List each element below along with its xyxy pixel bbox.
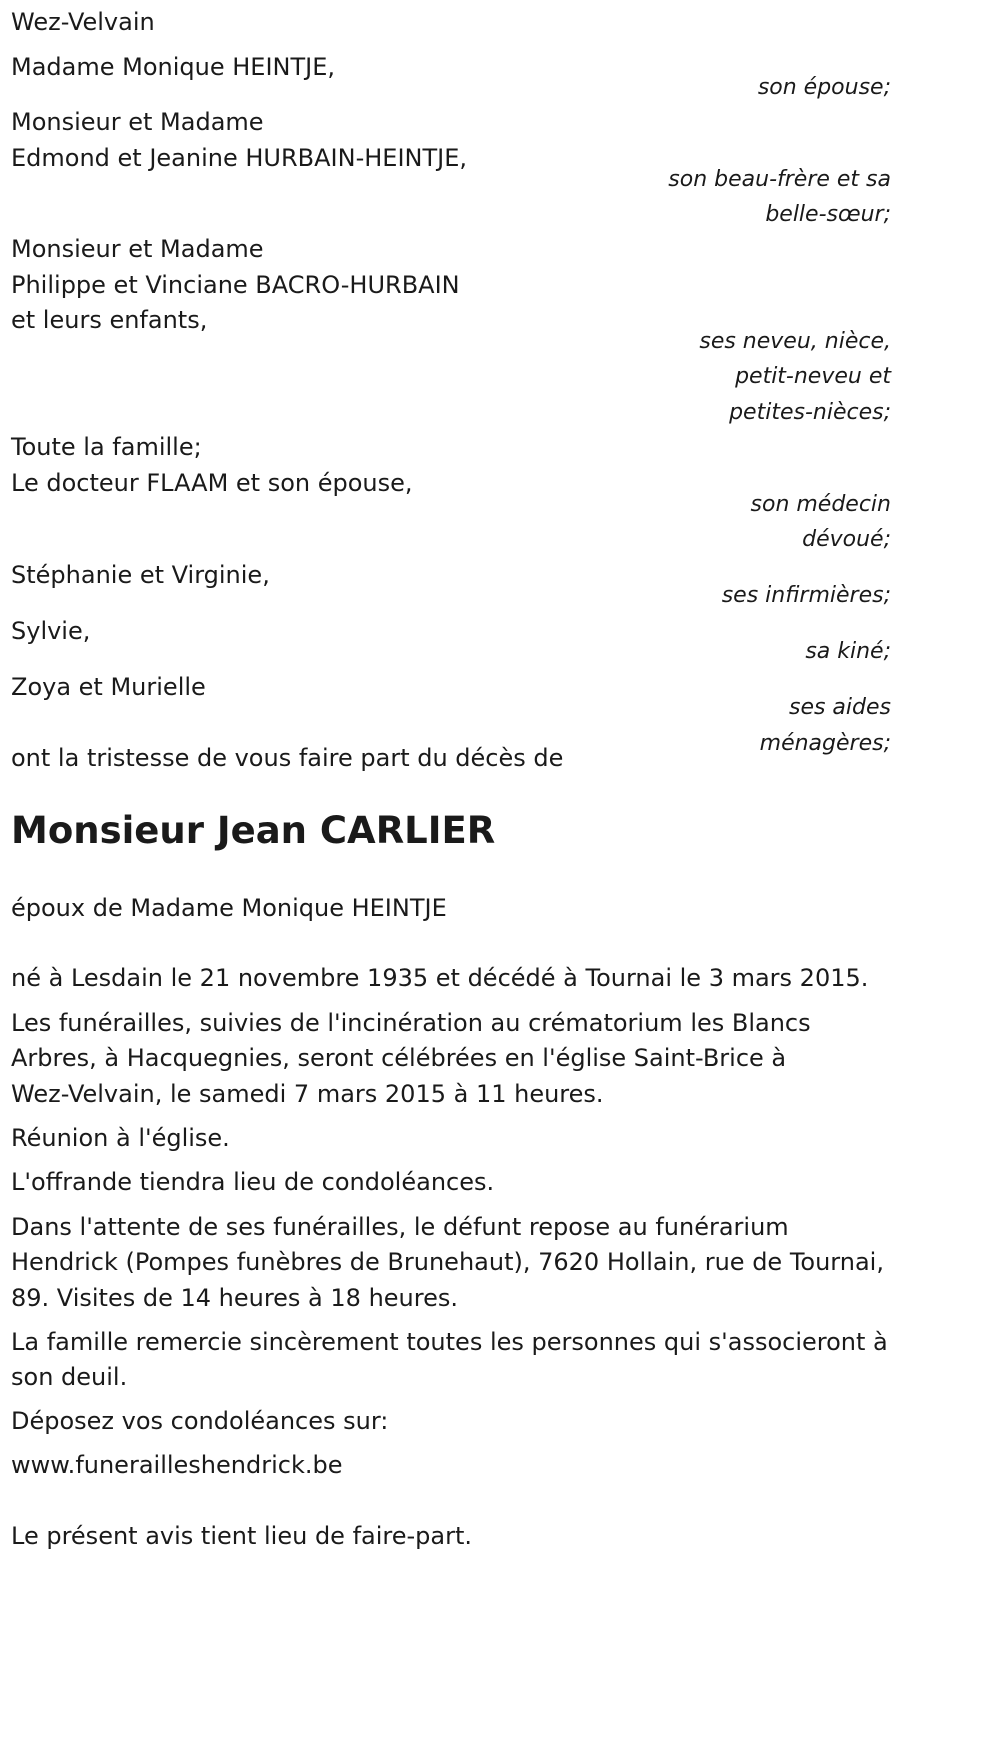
relation-line: ses infirmières; <box>721 583 891 608</box>
announcement-text: ont la tristesse de vous faire part du décès de <box>11 744 564 772</box>
relation-line: ménagères; <box>759 731 891 756</box>
family-line: Toute la famille; <box>11 433 202 461</box>
meeting-line: Réunion à l'église. <box>11 1124 230 1152</box>
spouse-line: époux de Madame Monique HEINTJE <box>11 894 447 922</box>
family-line: Monsieur et Madame <box>11 108 264 136</box>
rest-line: Hendrick (Pompes funèbres de Brunehaut), 7620 Hollain, rue de Tournai, <box>11 1248 884 1276</box>
family-line: Zoya et Murielle <box>11 673 206 701</box>
relation-line: petites-nièces; <box>729 400 891 425</box>
website-link[interactable]: www.funerailleshendrick.be <box>11 1451 343 1479</box>
place-name: Wez-Velvain <box>11 8 155 36</box>
offering-line: L'offrande tiendra lieu de condoléances. <box>11 1168 495 1196</box>
family-line: Monsieur et Madame <box>11 235 264 263</box>
notice-line: Le présent avis tient lieu de faire-part. <box>11 1522 473 1550</box>
relation-line: petit-neveu et <box>735 364 891 389</box>
obituary-notice <box>11 0 891 1763</box>
deceased-name: Monsieur Jean CARLIER <box>11 809 496 852</box>
rest-line: 89. Visites de 14 heures à 18 heures. <box>11 1284 458 1312</box>
relation-line: son médecin <box>750 492 891 517</box>
rest-line: Dans l'attente de ses funérailles, le défunt repose au funérarium <box>11 1213 789 1241</box>
funeral-line: Wez-Velvain, le samedi 7 mars 2015 à 11 heures. <box>11 1080 604 1108</box>
birth-death-line: né à Lesdain le 21 novembre 1935 et décédé à Tournai le 3 mars 2015. <box>11 964 869 992</box>
family-line: Stéphanie et Virginie, <box>11 561 270 589</box>
thanks-line: son deuil. <box>11 1363 128 1391</box>
relation-line: sa kiné; <box>805 639 891 664</box>
condolences-label: Déposez vos condoléances sur: <box>11 1407 389 1435</box>
relation-line: dévoué; <box>802 527 891 552</box>
thanks-line: La famille remercie sincèrement toutes les personnes qui s'associeront à <box>11 1328 888 1356</box>
family-line: Philippe et Vinciane BACRO-HURBAIN <box>11 271 460 299</box>
family-line: et leurs enfants, <box>11 306 208 334</box>
funeral-line: Les funérailles, suivies de l'incinération au crématorium les Blancs <box>11 1009 811 1037</box>
relation-line: ses aides <box>788 695 891 720</box>
relation-line: son beau-frère et sa <box>668 167 891 192</box>
relation-line: ses neveu, nièce, <box>699 329 891 354</box>
family-line: Edmond et Jeanine HURBAIN-HEINTJE, <box>11 144 468 172</box>
relation-line: son épouse; <box>757 75 891 100</box>
family-line: Sylvie, <box>11 617 91 645</box>
relation-line: belle-sœur; <box>765 202 891 227</box>
family-line: Le docteur FLAAM et son épouse, <box>11 469 413 497</box>
family-line: Madame Monique HEINTJE, <box>11 53 336 81</box>
funeral-line: Arbres, à Hacquegnies, seront célébrées en l'église Saint-Brice à <box>11 1044 787 1072</box>
